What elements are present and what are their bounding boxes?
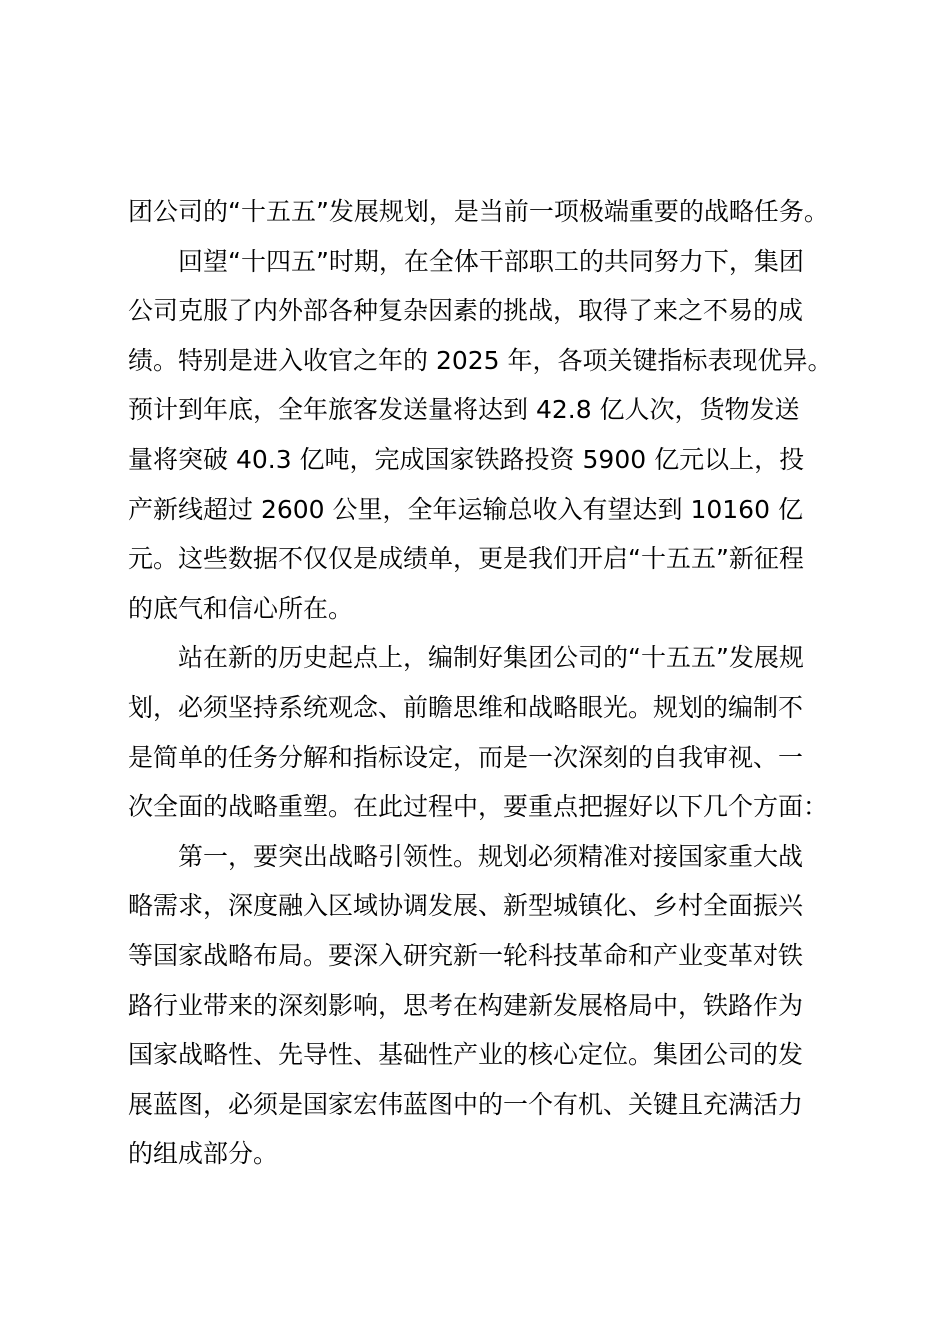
text-line: 展蓝图，必须是国家宏伟蓝图中的一个有机、关键且充满活力 xyxy=(128,1089,804,1119)
text-line: 量将突破 40.3 亿吨，完成国家铁路投资 5900 亿元以上，投 xyxy=(128,444,805,474)
body-text xyxy=(128,187,840,1179)
text-line: 站在新的历史起点上，编制好集团公司的“十五五”发展规 xyxy=(178,643,804,673)
text-line: 的组成部分。 xyxy=(128,1139,279,1169)
text-line: 预计到年底，全年旅客发送量将达到 42.8 亿人次，货物发送 xyxy=(128,395,800,425)
text-line: 国家战略性、先导性、基础性产业的核心定位。集团公司的发 xyxy=(128,1040,804,1070)
text-line: 次全面的战略重塑。在此过程中，要重点把握好以下几个方面： xyxy=(128,792,829,822)
text-line: 团公司的“十五五”发展规划，是当前一项极端重要的战略任务。 xyxy=(128,197,829,226)
text-line: 等国家战略布局。要深入研究新一轮科技革命和产业变革对铁 xyxy=(128,940,804,970)
text-line: 的底气和信心所在。 xyxy=(128,593,354,623)
text-line: 是简单的任务分解和指标设定，而是一次深刻的自我审视、一 xyxy=(128,742,804,772)
text-line: 产新线超过 2600 公里，全年运输总收入有望达到 10160 亿 xyxy=(128,494,803,524)
text-line: 路行业带来的深刻影响，思考在构建新发展格局中，铁路作为 xyxy=(128,990,804,1020)
text-line: 第一，要突出战略引领性。规划必须精准对接国家重大战 xyxy=(178,841,804,871)
text-line: 回望“十四五”时期，在全体干部职工的共同努力下，集团 xyxy=(178,246,804,276)
text-line: 公司克服了内外部各种复杂因素的挑战，取得了来之不易的成 xyxy=(128,296,804,326)
text-line: 略需求，深度融入区域协调发展、新型城镇化、乡村全面振兴 xyxy=(128,891,804,921)
text-line: 绩。特别是进入收官之年的 2025 年，各项关键指标表现优异。 xyxy=(128,345,833,375)
text-line: 元。这些数据不仅仅是成绩单，更是我们开启“十五五”新征程 xyxy=(128,544,804,574)
text-line: 划，必须坚持系统观念、前瞻思维和战略眼光。规划的编制不 xyxy=(128,692,804,722)
